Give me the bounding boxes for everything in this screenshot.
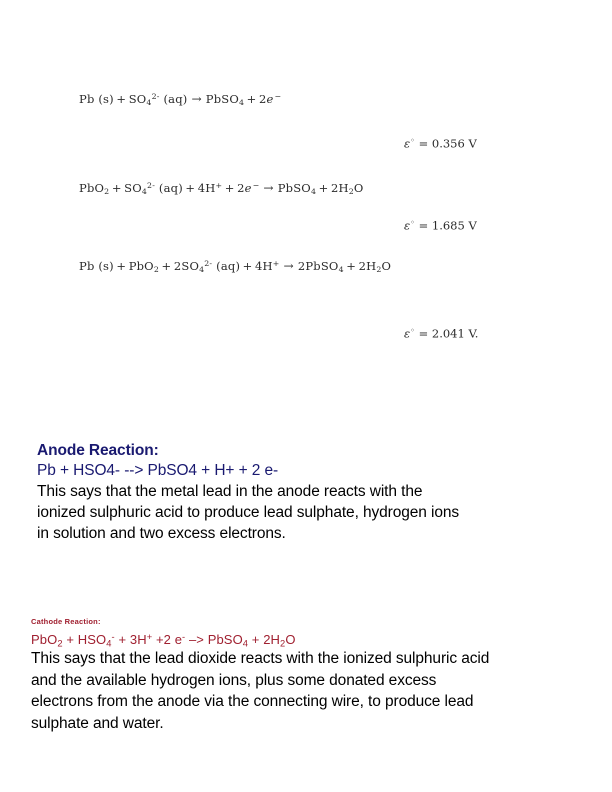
- equals-sign: =: [418, 136, 429, 151]
- charge-2minus: 2-: [151, 92, 160, 102]
- anode-description-line-2: ionized sulphuric acid to produce lead sulphate, hydrogen ions: [37, 504, 460, 521]
- species-oxygen: O: [353, 181, 364, 195]
- anode-equation-text: Pb + HSO4- --> PbSO4 + H+ + 2 e-: [37, 462, 279, 479]
- plus-operator: +: [224, 181, 235, 195]
- charge-minus: −: [252, 181, 260, 191]
- plus-electron-term: +2 e: [152, 631, 183, 647]
- plus-operator: +: [185, 181, 196, 195]
- species-lead-sulphate: PbSO: [277, 181, 311, 195]
- potential-value: 1.685 V: [431, 218, 477, 233]
- cathode-section: [31, 617, 591, 652]
- state-solid: (s): [98, 259, 114, 273]
- species-oxygen: O: [381, 259, 392, 273]
- charge-plus: +: [146, 632, 153, 642]
- subscript-4: 4: [238, 98, 245, 108]
- state-aqueous: (aq): [163, 92, 188, 106]
- species-oxygen: O: [285, 631, 296, 647]
- degree-symbol-icon: ◦: [410, 326, 415, 335]
- epsilon-symbol: ε: [404, 136, 411, 151]
- subscript-4: 4: [141, 187, 148, 197]
- cathode-heading: Cathode Reaction:: [31, 617, 101, 626]
- anode-description-line-1: This says that the metal lead in the anode reacts with the: [37, 483, 423, 500]
- degree-symbol-icon: ◦: [410, 218, 415, 227]
- species-hydrogen: H: [366, 259, 377, 273]
- reaction-arrow-icon: →: [283, 259, 294, 273]
- subscript-2: 2: [153, 265, 159, 275]
- species-hydrogen: H: [338, 181, 349, 195]
- degree-symbol-icon: ◦: [410, 136, 415, 145]
- plus-hydrogen-term: + 3H: [114, 631, 147, 647]
- species-lead-dioxide: PbO: [31, 631, 58, 647]
- subscript-2: 2: [376, 265, 382, 275]
- plus-operator: +: [62, 631, 78, 647]
- plus-operator: +: [346, 259, 357, 273]
- epsilon-symbol: ε: [404, 218, 411, 233]
- subscript-4: 4: [310, 187, 317, 197]
- equation-overall-reaction: [79, 259, 391, 274]
- species-lead-dioxide: PbO: [79, 181, 105, 195]
- anode-description-line-3: in solution and two excess electrons.: [37, 525, 286, 542]
- subscript-2: 2: [348, 187, 354, 197]
- cathode-description-line-3: electrons from the anode via the connecting wire, to produce lead: [31, 693, 474, 710]
- plus-operator: +: [111, 181, 122, 195]
- subscript-2: 2: [104, 187, 110, 197]
- coefficient-2: 2: [358, 259, 367, 273]
- state-solid: (s): [98, 92, 114, 106]
- potential-value: 0.356 V: [431, 136, 477, 151]
- plus-operator: +: [246, 92, 257, 106]
- coefficient-2: 2: [297, 259, 306, 273]
- equals-sign: =: [418, 218, 429, 233]
- subscript-4: 4: [106, 638, 112, 649]
- species-lead-sulphate: PbSO: [305, 259, 339, 273]
- anode-section: [37, 441, 577, 544]
- subscript-2: 2: [57, 638, 63, 649]
- subscript-4: 4: [146, 98, 152, 108]
- coefficient-2: 2: [173, 259, 182, 273]
- plus-operator: +: [318, 181, 329, 195]
- coefficient-4: 4: [254, 259, 263, 273]
- charge-plus: +: [215, 181, 223, 191]
- coefficient-2: 2: [237, 181, 245, 195]
- epsilon-symbol: ε: [404, 326, 411, 341]
- subscript-2: 2: [280, 638, 286, 649]
- potential-value: 2.041 V.: [431, 326, 479, 341]
- cathode-description-line-4: sulphate and water.: [31, 714, 164, 732]
- plus-operator: +: [242, 259, 253, 273]
- charge-plus: +: [272, 259, 280, 269]
- species-hydrogen: H: [205, 181, 216, 195]
- cathode-description-line-2: and the available hydrogen ions, plus some donated excess: [31, 671, 437, 689]
- subscript-4: 4: [338, 265, 344, 275]
- coefficient-2: 2: [330, 181, 339, 195]
- state-aqueous: (aq): [158, 181, 183, 195]
- anode-heading: Anode Reaction:: [37, 442, 159, 459]
- electron-symbol: e: [244, 181, 252, 195]
- charge-minus: −: [274, 92, 282, 102]
- plus-water-term: + 2H: [248, 631, 281, 647]
- charge-2minus: 2-: [204, 259, 213, 269]
- state-aqueous: (aq): [216, 259, 241, 273]
- potential-anode-half-reaction: [404, 136, 477, 150]
- plus-operator: +: [116, 259, 127, 273]
- reaction-arrow-icon: →: [263, 181, 274, 195]
- equation-cathode-half-reaction: [79, 181, 364, 196]
- cathode-description: [31, 648, 591, 734]
- reaction-arrow-icon: →: [191, 92, 202, 106]
- potential-cathode-half-reaction: [404, 218, 477, 232]
- charge-2minus: 2-: [147, 181, 156, 191]
- species-lead: Pb: [79, 259, 95, 273]
- species-lead-sulphate: PbSO: [205, 92, 239, 106]
- species-hydrogen: H: [262, 259, 273, 273]
- species-sulfate: SO: [124, 181, 142, 195]
- species-sulfate: SO: [128, 92, 147, 106]
- subscript-4: 4: [199, 265, 205, 275]
- cathode-description-line-1: This says that the lead dioxide reacts with the ionized sulphuric acid: [31, 650, 490, 667]
- species-lead: Pb: [79, 92, 95, 106]
- plus-operator: +: [116, 92, 127, 106]
- species-lead-dioxide: PbO: [128, 259, 154, 273]
- potential-overall-reaction: [404, 326, 478, 340]
- species-sulfate: SO: [181, 259, 200, 273]
- plus-operator: +: [161, 259, 172, 273]
- charge-minus: -: [182, 632, 186, 642]
- electron-symbol: e: [266, 92, 274, 106]
- coefficient-2: 2: [259, 92, 267, 106]
- equals-sign: =: [418, 326, 429, 341]
- equation-anode-half-reaction: [79, 92, 281, 107]
- subscript-4: 4: [242, 638, 249, 649]
- reaction-arrow-icon: –>: [185, 631, 208, 647]
- species-lead-sulphate: PbSO: [207, 631, 243, 647]
- coefficient-4: 4: [197, 181, 206, 195]
- species-bisulfate: HSO: [77, 631, 107, 647]
- charge-minus: -: [111, 632, 115, 642]
